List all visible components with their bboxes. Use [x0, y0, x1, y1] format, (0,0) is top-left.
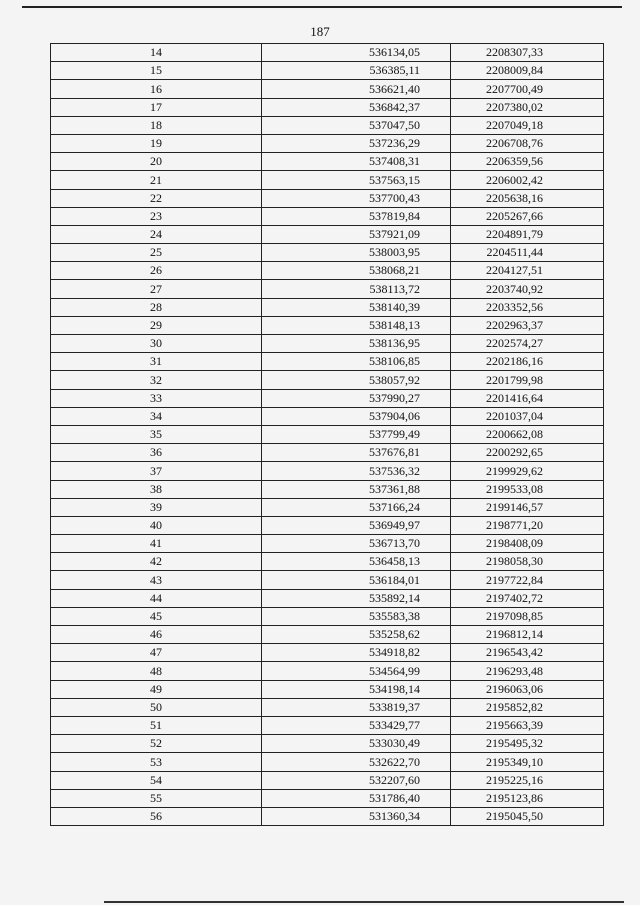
- x-coordinate-cell: 532207,60: [262, 771, 451, 789]
- y-coordinate-cell: 2201799,98: [451, 371, 604, 389]
- table-row: [51, 407, 604, 425]
- x-coordinate-cell: 533030,49: [262, 735, 451, 753]
- point-number-cell: 39: [51, 498, 262, 516]
- x-coordinate-cell: 538140,39: [262, 298, 451, 316]
- y-coordinate-cell: 2196063,06: [451, 680, 604, 698]
- scan-edge-bottom: [104, 901, 624, 903]
- point-number-cell: 22: [51, 189, 262, 207]
- table-row: [51, 153, 604, 171]
- point-number-cell: 28: [51, 298, 262, 316]
- point-number-cell: 30: [51, 335, 262, 353]
- point-number-cell: 19: [51, 134, 262, 152]
- point-number-cell: 46: [51, 626, 262, 644]
- x-coordinate-cell: 534564,99: [262, 662, 451, 680]
- y-coordinate-cell: 2204511,44: [451, 244, 604, 262]
- y-coordinate-cell: 2195349,10: [451, 753, 604, 771]
- point-number-cell: 34: [51, 407, 262, 425]
- y-coordinate-cell: 2204891,79: [451, 225, 604, 243]
- y-coordinate-cell: 2196812,14: [451, 626, 604, 644]
- x-coordinate-cell: 538113,72: [262, 280, 451, 298]
- y-coordinate-cell: 2195045,50: [451, 807, 604, 825]
- x-coordinate-cell: 537047,50: [262, 116, 451, 134]
- point-number-cell: 32: [51, 371, 262, 389]
- y-coordinate-cell: 2200662,08: [451, 425, 604, 443]
- x-coordinate-cell: 534198,14: [262, 680, 451, 698]
- x-coordinate-cell: 535892,14: [262, 589, 451, 607]
- point-number-cell: 50: [51, 698, 262, 716]
- y-coordinate-cell: 2208307,33: [451, 44, 604, 62]
- y-coordinate-cell: 2195663,39: [451, 716, 604, 734]
- y-coordinate-cell: 2202963,37: [451, 316, 604, 334]
- table-row: [51, 262, 604, 280]
- table-row: [51, 189, 604, 207]
- point-number-cell: 52: [51, 735, 262, 753]
- x-coordinate-cell: 537799,49: [262, 425, 451, 443]
- x-coordinate-cell: 533429,77: [262, 716, 451, 734]
- x-coordinate-cell: 538106,85: [262, 353, 451, 371]
- point-number-cell: 33: [51, 389, 262, 407]
- table-row: [51, 371, 604, 389]
- table-row: [51, 444, 604, 462]
- x-coordinate-cell: 537990,27: [262, 389, 451, 407]
- y-coordinate-cell: 2202574,27: [451, 335, 604, 353]
- x-coordinate-cell: 536621,40: [262, 80, 451, 98]
- x-coordinate-cell: 536949,97: [262, 516, 451, 534]
- x-coordinate-cell: 537408,31: [262, 153, 451, 171]
- x-coordinate-cell: 538057,92: [262, 371, 451, 389]
- y-coordinate-cell: 2207380,02: [451, 98, 604, 116]
- coordinates-table: [50, 43, 604, 826]
- x-coordinate-cell: 536842,37: [262, 98, 451, 116]
- table-row: [51, 134, 604, 152]
- table-row: [51, 353, 604, 371]
- table-row: [51, 789, 604, 807]
- table-row: [51, 498, 604, 516]
- x-coordinate-cell: 534918,82: [262, 644, 451, 662]
- point-number-cell: 47: [51, 644, 262, 662]
- table-row: [51, 680, 604, 698]
- table-body: [51, 44, 604, 826]
- x-coordinate-cell: 537921,09: [262, 225, 451, 243]
- y-coordinate-cell: 2206002,42: [451, 171, 604, 189]
- x-coordinate-cell: 535258,62: [262, 626, 451, 644]
- y-coordinate-cell: 2203352,56: [451, 298, 604, 316]
- x-coordinate-cell: 537536,32: [262, 462, 451, 480]
- point-number-cell: 56: [51, 807, 262, 825]
- table-row: [51, 516, 604, 534]
- y-coordinate-cell: 2195123,86: [451, 789, 604, 807]
- point-number-cell: 42: [51, 553, 262, 571]
- point-number-cell: 55: [51, 789, 262, 807]
- table-row: [51, 589, 604, 607]
- x-coordinate-cell: 532622,70: [262, 753, 451, 771]
- table-row: [51, 644, 604, 662]
- table-row: [51, 389, 604, 407]
- table-row: [51, 207, 604, 225]
- x-coordinate-cell: 537166,24: [262, 498, 451, 516]
- y-coordinate-cell: 2203740,92: [451, 280, 604, 298]
- point-number-cell: 14: [51, 44, 262, 62]
- point-number-cell: 26: [51, 262, 262, 280]
- point-number-cell: 48: [51, 662, 262, 680]
- table-row: [51, 716, 604, 734]
- y-coordinate-cell: 2204127,51: [451, 262, 604, 280]
- y-coordinate-cell: 2201037,04: [451, 407, 604, 425]
- table-row: [51, 735, 604, 753]
- table-row: [51, 425, 604, 443]
- point-number-cell: 25: [51, 244, 262, 262]
- table-row: [51, 535, 604, 553]
- point-number-cell: 27: [51, 280, 262, 298]
- table-row: [51, 807, 604, 825]
- point-number-cell: 29: [51, 316, 262, 334]
- y-coordinate-cell: 2195225,16: [451, 771, 604, 789]
- x-coordinate-cell: 537563,15: [262, 171, 451, 189]
- x-coordinate-cell: 536184,01: [262, 571, 451, 589]
- x-coordinate-cell: 536385,11: [262, 62, 451, 80]
- table-row: [51, 80, 604, 98]
- x-coordinate-cell: 536713,70: [262, 535, 451, 553]
- y-coordinate-cell: 2195852,82: [451, 698, 604, 716]
- point-number-cell: 51: [51, 716, 262, 734]
- y-coordinate-cell: 2198771,20: [451, 516, 604, 534]
- point-number-cell: 44: [51, 589, 262, 607]
- y-coordinate-cell: 2197402,72: [451, 589, 604, 607]
- y-coordinate-cell: 2199146,57: [451, 498, 604, 516]
- y-coordinate-cell: 2207700,49: [451, 80, 604, 98]
- x-coordinate-cell: 533819,37: [262, 698, 451, 716]
- table-row: [51, 698, 604, 716]
- y-coordinate-cell: 2205267,66: [451, 207, 604, 225]
- point-number-cell: 43: [51, 571, 262, 589]
- table-row: [51, 753, 604, 771]
- point-number-cell: 41: [51, 535, 262, 553]
- y-coordinate-cell: 2208009,84: [451, 62, 604, 80]
- table-row: [51, 44, 604, 62]
- x-coordinate-cell: 537676,81: [262, 444, 451, 462]
- table-row: [51, 316, 604, 334]
- point-number-cell: 23: [51, 207, 262, 225]
- x-coordinate-cell: 538068,21: [262, 262, 451, 280]
- table-row: [51, 244, 604, 262]
- y-coordinate-cell: 2199533,08: [451, 480, 604, 498]
- y-coordinate-cell: 2201416,64: [451, 389, 604, 407]
- scan-edge-top: [22, 6, 622, 8]
- point-number-cell: 24: [51, 225, 262, 243]
- point-number-cell: 20: [51, 153, 262, 171]
- point-number-cell: 54: [51, 771, 262, 789]
- table-row: [51, 171, 604, 189]
- x-coordinate-cell: 538148,13: [262, 316, 451, 334]
- x-coordinate-cell: 531360,34: [262, 807, 451, 825]
- y-coordinate-cell: 2195495,32: [451, 735, 604, 753]
- y-coordinate-cell: 2198408,09: [451, 535, 604, 553]
- table-row: [51, 771, 604, 789]
- point-number-cell: 15: [51, 62, 262, 80]
- x-coordinate-cell: 537700,43: [262, 189, 451, 207]
- x-coordinate-cell: 531786,40: [262, 789, 451, 807]
- y-coordinate-cell: 2200292,65: [451, 444, 604, 462]
- y-coordinate-cell: 2197722,84: [451, 571, 604, 589]
- table-row: [51, 98, 604, 116]
- point-number-cell: 49: [51, 680, 262, 698]
- point-number-cell: 40: [51, 516, 262, 534]
- y-coordinate-cell: 2205638,16: [451, 189, 604, 207]
- x-coordinate-cell: 537819,84: [262, 207, 451, 225]
- y-coordinate-cell: 2197098,85: [451, 607, 604, 625]
- page-number: 187: [310, 24, 330, 39]
- y-coordinate-cell: 2196543,42: [451, 644, 604, 662]
- table-row: [51, 62, 604, 80]
- y-coordinate-cell: 2202186,16: [451, 353, 604, 371]
- point-number-cell: 16: [51, 80, 262, 98]
- x-coordinate-cell: 537236,29: [262, 134, 451, 152]
- x-coordinate-cell: 536134,05: [262, 44, 451, 62]
- point-number-cell: 35: [51, 425, 262, 443]
- y-coordinate-cell: 2196293,48: [451, 662, 604, 680]
- table-row: [51, 280, 604, 298]
- table-row: [51, 225, 604, 243]
- point-number-cell: 37: [51, 462, 262, 480]
- x-coordinate-cell: 538136,95: [262, 335, 451, 353]
- point-number-cell: 18: [51, 116, 262, 134]
- point-number-cell: 38: [51, 480, 262, 498]
- point-number-cell: 36: [51, 444, 262, 462]
- coordinates-table-container: [50, 43, 604, 826]
- table-row: [51, 607, 604, 625]
- y-coordinate-cell: 2206708,76: [451, 134, 604, 152]
- point-number-cell: 53: [51, 753, 262, 771]
- point-number-cell: 21: [51, 171, 262, 189]
- table-row: [51, 298, 604, 316]
- x-coordinate-cell: 536458,13: [262, 553, 451, 571]
- table-row: [51, 662, 604, 680]
- x-coordinate-cell: 538003,95: [262, 244, 451, 262]
- x-coordinate-cell: 535583,38: [262, 607, 451, 625]
- table-row: [51, 553, 604, 571]
- table-row: [51, 116, 604, 134]
- y-coordinate-cell: 2207049,18: [451, 116, 604, 134]
- table-row: [51, 480, 604, 498]
- y-coordinate-cell: 2206359,56: [451, 153, 604, 171]
- point-number-cell: 31: [51, 353, 262, 371]
- x-coordinate-cell: 537361,88: [262, 480, 451, 498]
- table-row: [51, 571, 604, 589]
- table-row: [51, 626, 604, 644]
- x-coordinate-cell: 537904,06: [262, 407, 451, 425]
- point-number-cell: 17: [51, 98, 262, 116]
- y-coordinate-cell: 2198058,30: [451, 553, 604, 571]
- y-coordinate-cell: 2199929,62: [451, 462, 604, 480]
- point-number-cell: 45: [51, 607, 262, 625]
- table-row: [51, 335, 604, 353]
- table-row: [51, 462, 604, 480]
